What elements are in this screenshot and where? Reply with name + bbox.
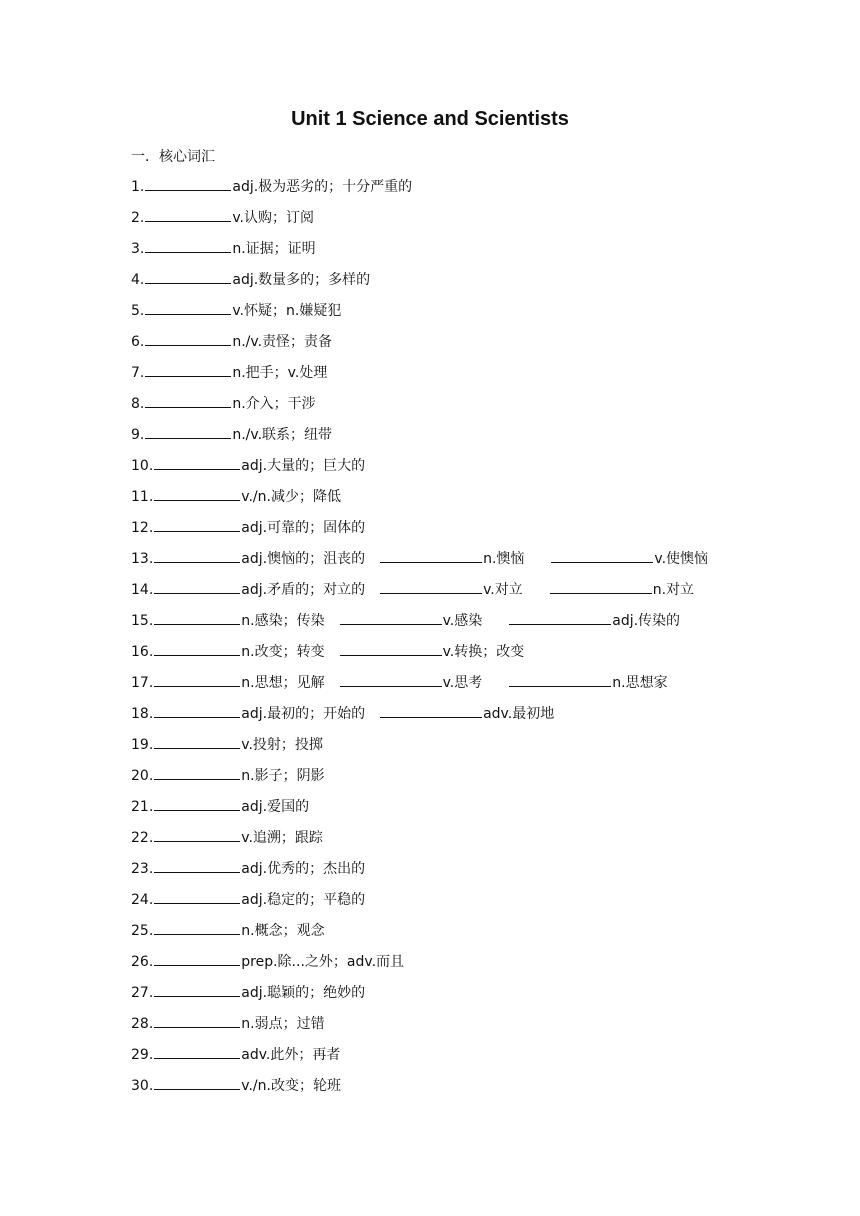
- item-number: 14.: [131, 582, 154, 598]
- item-number: 21.: [131, 799, 154, 815]
- item-segment: [339, 672, 483, 694]
- item-number: 16.: [131, 644, 154, 660]
- item-gloss: n.思想家: [612, 675, 668, 691]
- vocab-item: [131, 734, 831, 765]
- item-number: 18.: [131, 706, 154, 722]
- vocab-item: [131, 1044, 831, 1075]
- answer-blank[interactable]: [154, 920, 240, 935]
- vocab-item: [131, 982, 831, 1013]
- item-gloss: v.投射；投掷: [241, 737, 323, 753]
- item-segment: [153, 641, 324, 663]
- item-gloss: prep.除...之外；adv.而且: [241, 954, 405, 970]
- answer-blank[interactable]: [154, 1075, 240, 1090]
- item-segment: [379, 548, 524, 570]
- answer-blank[interactable]: [154, 889, 240, 904]
- item-number: 3.: [131, 241, 145, 257]
- item-segment: [144, 362, 327, 384]
- item-segment: [144, 176, 412, 198]
- vocab-item: [131, 1013, 831, 1044]
- vocab-item: [131, 951, 831, 982]
- item-number: 25.: [131, 923, 154, 939]
- item-number: 17.: [131, 675, 154, 691]
- item-gloss: n.懊恼: [483, 551, 525, 567]
- item-gloss: n.介入；干涉: [232, 396, 316, 412]
- item-gloss: v./n.改变；轮班: [241, 1078, 341, 1094]
- answer-blank[interactable]: [145, 331, 231, 346]
- item-gloss: n.对立: [652, 582, 695, 598]
- item-segment: [153, 858, 365, 880]
- answer-blank[interactable]: [154, 796, 240, 811]
- item-number: 2.: [131, 210, 145, 226]
- item-segment: [153, 982, 365, 1004]
- item-segment: [153, 796, 309, 818]
- vocab-item: [131, 858, 831, 889]
- answer-blank[interactable]: [154, 579, 240, 594]
- item-segment: [153, 765, 324, 787]
- vocab-item: [131, 362, 831, 393]
- item-number: 27.: [131, 985, 154, 1001]
- answer-blank[interactable]: [154, 610, 240, 625]
- item-segment: [144, 331, 332, 353]
- vocab-item: [131, 641, 831, 672]
- answer-blank[interactable]: [154, 1013, 240, 1028]
- item-number: 26.: [131, 954, 154, 970]
- vocab-item: [131, 393, 831, 424]
- answer-blank[interactable]: [509, 672, 611, 687]
- vocab-item: [131, 207, 831, 238]
- item-gloss: n.改变；转变: [241, 644, 325, 660]
- item-gloss: n.思想；见解: [241, 675, 325, 691]
- item-segment: [153, 672, 324, 694]
- item-segment: [379, 703, 554, 725]
- item-gloss: adj.极为恶劣的；十分严重的: [232, 179, 413, 195]
- item-gloss: n.证据；证明: [232, 241, 316, 257]
- item-number: 24.: [131, 892, 154, 908]
- section-heading: 一．核心词汇: [131, 149, 215, 165]
- item-gloss: v.使懊恼: [654, 551, 709, 567]
- answer-blank[interactable]: [380, 579, 482, 594]
- item-segment: [550, 548, 708, 570]
- item-segment: [153, 889, 365, 911]
- answer-blank[interactable]: [145, 362, 231, 377]
- answer-blank[interactable]: [340, 641, 442, 656]
- answer-blank[interactable]: [154, 858, 240, 873]
- vocab-item: [131, 517, 831, 548]
- answer-blank[interactable]: [154, 951, 240, 966]
- vocab-item: [131, 486, 831, 517]
- item-gloss: adj.大量的；巨大的: [241, 458, 366, 474]
- answer-blank[interactable]: [154, 982, 240, 997]
- item-number: 7.: [131, 365, 145, 381]
- item-segment: [153, 1044, 340, 1066]
- vocab-item: [131, 765, 831, 796]
- answer-blank[interactable]: [154, 765, 240, 780]
- item-segment: [144, 300, 341, 322]
- item-segment: [153, 734, 323, 756]
- item-number: 11.: [131, 489, 154, 505]
- item-number: 9.: [131, 427, 145, 443]
- vocab-item: [131, 176, 831, 207]
- item-gloss: n.把手；v.处理: [232, 365, 328, 381]
- item-gloss: n.弱点；过错: [241, 1016, 325, 1032]
- vocab-item: [131, 579, 831, 610]
- answer-blank[interactable]: [550, 579, 652, 594]
- item-number: 20.: [131, 768, 154, 784]
- item-gloss: v.怀疑；n.嫌疑犯: [232, 303, 342, 319]
- answer-blank[interactable]: [145, 300, 231, 315]
- item-gloss: v.感染: [442, 613, 483, 629]
- answer-blank[interactable]: [145, 424, 231, 439]
- item-gloss: v.对立: [483, 582, 523, 598]
- answer-blank[interactable]: [154, 827, 240, 842]
- answer-blank[interactable]: [154, 734, 240, 749]
- vocab-item: [131, 610, 831, 641]
- answer-blank[interactable]: [145, 207, 231, 222]
- vocab-item: [131, 331, 831, 362]
- vocab-item: [131, 703, 831, 734]
- answer-blank[interactable]: [154, 672, 240, 687]
- item-number: 4.: [131, 272, 145, 288]
- vocab-item: [131, 455, 831, 486]
- item-segment: [153, 1075, 341, 1097]
- vocabulary-list: [131, 176, 831, 1106]
- item-gloss: adj.优秀的；杰出的: [241, 861, 366, 877]
- item-gloss: adj.数量多的；多样的: [232, 272, 371, 288]
- item-segment: [339, 610, 483, 632]
- item-number: 30.: [131, 1078, 154, 1094]
- item-number: 12.: [131, 520, 154, 536]
- item-gloss: adj.矛盾的；对立的: [241, 582, 366, 598]
- item-segment: [508, 610, 680, 632]
- item-gloss: v.转换；改变: [442, 644, 525, 660]
- answer-blank[interactable]: [145, 393, 231, 408]
- vocab-item: [131, 796, 831, 827]
- item-segment: [549, 579, 694, 601]
- answer-blank[interactable]: [145, 269, 231, 284]
- item-segment: [153, 517, 365, 539]
- item-number: 10.: [131, 458, 154, 474]
- answer-blank[interactable]: [154, 486, 240, 501]
- vocab-item: [131, 424, 831, 455]
- item-segment: [153, 703, 365, 725]
- item-segment: [153, 920, 324, 942]
- item-gloss: v./n.减少；降低: [241, 489, 341, 505]
- answer-blank[interactable]: [509, 610, 611, 625]
- item-segment: [153, 486, 341, 508]
- item-segment: [153, 610, 324, 632]
- item-segment: [379, 579, 523, 601]
- item-number: 1.: [131, 179, 145, 195]
- item-number: 29.: [131, 1047, 154, 1063]
- item-gloss: adj.可靠的；固体的: [241, 520, 366, 536]
- item-number: 6.: [131, 334, 145, 350]
- item-gloss: v.认购；订阅: [232, 210, 315, 226]
- item-number: 22.: [131, 830, 154, 846]
- answer-blank[interactable]: [145, 238, 231, 253]
- item-gloss: adv.此外；再者: [241, 1047, 341, 1063]
- item-gloss: v.追溯；跟踪: [241, 830, 323, 846]
- item-gloss: v.思考: [442, 675, 483, 691]
- vocab-item: [131, 827, 831, 858]
- item-segment: [508, 672, 667, 694]
- item-gloss: adj.爱国的: [241, 799, 310, 815]
- vocab-item: [131, 1075, 831, 1106]
- item-segment: [144, 424, 332, 446]
- item-segment: [153, 951, 404, 973]
- vocab-item: [131, 238, 831, 269]
- item-gloss: n.感染；传染: [241, 613, 325, 629]
- item-number: 28.: [131, 1016, 154, 1032]
- item-gloss: adj.最初的；开始的: [241, 706, 366, 722]
- answer-blank[interactable]: [380, 703, 482, 718]
- item-segment: [144, 207, 314, 229]
- item-segment: [153, 579, 365, 601]
- document-title: Unit 1 Science and Scientists: [291, 108, 569, 130]
- item-segment: [144, 238, 315, 260]
- item-segment: [153, 1013, 324, 1035]
- item-segment: [144, 269, 370, 291]
- vocab-item: [131, 548, 831, 579]
- answer-blank[interactable]: [380, 548, 482, 563]
- answer-blank[interactable]: [340, 610, 442, 625]
- answer-blank[interactable]: [154, 548, 240, 563]
- item-gloss: n.影子；阴影: [241, 768, 325, 784]
- vocab-item: [131, 300, 831, 331]
- item-gloss: n./v.责怪；责备: [232, 334, 333, 350]
- item-gloss: n./v.联系；纽带: [232, 427, 333, 443]
- item-number: 23.: [131, 861, 154, 877]
- answer-blank[interactable]: [154, 517, 240, 532]
- item-number: 13.: [131, 551, 154, 567]
- item-gloss: adv.最初地: [483, 706, 555, 722]
- item-number: 8.: [131, 396, 145, 412]
- vocab-item: [131, 672, 831, 703]
- item-gloss: adj.懊恼的；沮丧的: [241, 551, 366, 567]
- vocab-item: [131, 889, 831, 920]
- item-number: 19.: [131, 737, 154, 753]
- item-gloss: adj.稳定的；平稳的: [241, 892, 366, 908]
- item-gloss: n.概念；观念: [241, 923, 325, 939]
- vocab-item: [131, 920, 831, 951]
- answer-blank[interactable]: [154, 703, 240, 718]
- answer-blank[interactable]: [154, 455, 240, 470]
- item-segment: [153, 827, 323, 849]
- vocab-item: [131, 269, 831, 300]
- answer-blank[interactable]: [340, 672, 442, 687]
- item-number: 15.: [131, 613, 154, 629]
- item-segment: [339, 641, 525, 663]
- answer-blank[interactable]: [145, 176, 231, 191]
- answer-blank[interactable]: [154, 641, 240, 656]
- item-segment: [153, 548, 365, 570]
- item-number: 5.: [131, 303, 145, 319]
- item-gloss: adj.传染的: [612, 613, 681, 629]
- item-segment: [153, 455, 365, 477]
- answer-blank[interactable]: [551, 548, 653, 563]
- item-segment: [144, 393, 315, 415]
- item-gloss: adj.聪颖的；绝妙的: [241, 985, 366, 1001]
- answer-blank[interactable]: [154, 1044, 240, 1059]
